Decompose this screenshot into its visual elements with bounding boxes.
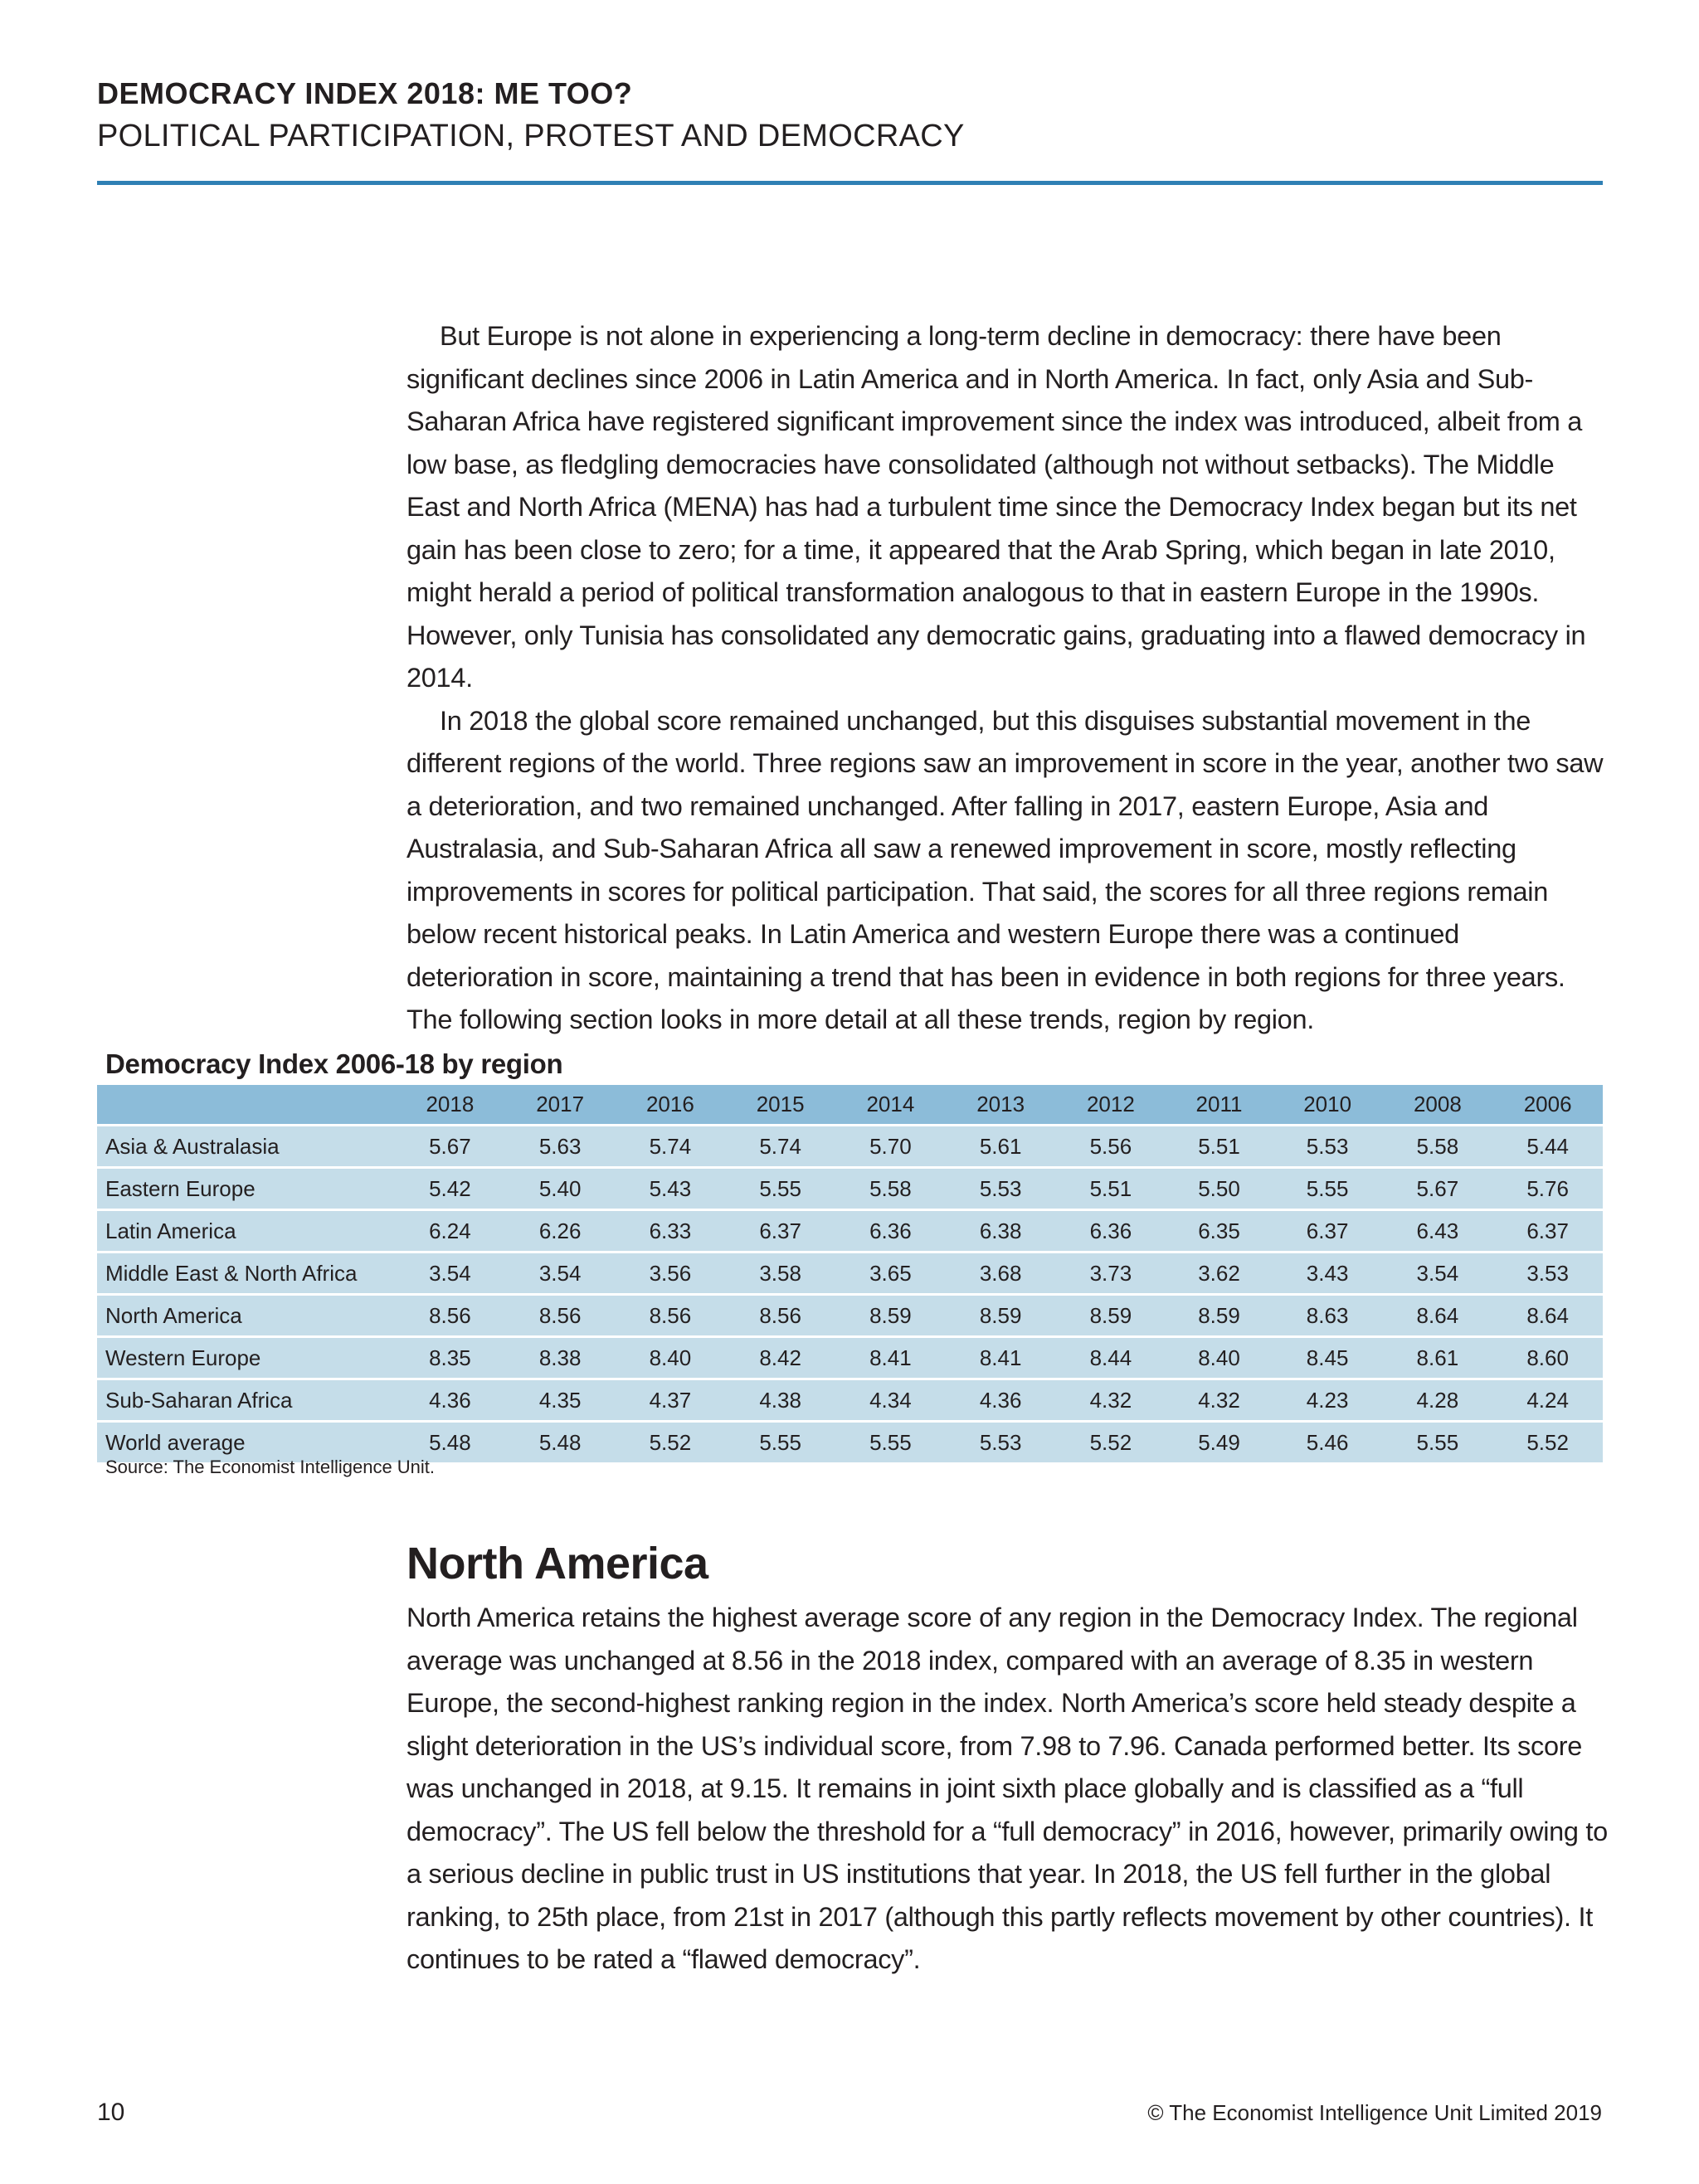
score-cell: 6.33 [616,1210,726,1253]
score-cell: 3.62 [1166,1253,1272,1295]
score-cell: 4.36 [946,1379,1056,1422]
score-cell: 6.38 [946,1210,1056,1253]
region-name: Sub-Saharan Africa [97,1379,395,1422]
score-cell: 3.53 [1492,1253,1603,1295]
score-cell: 5.43 [616,1168,726,1210]
score-cell: 5.48 [395,1422,505,1464]
score-cell: 8.64 [1382,1295,1492,1337]
intro-paragraph: But Europe is not alone in experiencing a long-term decline in democracy: there have been significant declines since 2006 in Latin America and in North America. In fact, only Asia and Sub-Saharan Africa have registered significant improvement since the index was introduced, albeit from a low base, as fledgling democracies have consolidated (although not without setbacks). The Middle East and North Africa (MENA) has had a turbulent time since the Democracy Index began but its net gain has been close to zero; for a time, it appeared that the Arab Spring, which began in late 2010, might herald a period of political transformation analogous to that in eastern Europe in the 1990s. However, only Tunisia has consolidated any democratic gains, graduating into a flawed democracy in 2014. [406,321,1586,693]
score-cell: 8.59 [1056,1295,1166,1337]
page-number: 10 [97,2099,125,2126]
score-cell: 8.60 [1492,1337,1603,1379]
score-cell: 8.56 [505,1295,616,1337]
score-cell: 8.59 [835,1295,946,1337]
table-source: Source: The Economist Intelligence Unit. [105,1457,436,1477]
score-cell: 3.68 [946,1253,1056,1295]
year-header: 2015 [725,1085,835,1126]
score-cell: 5.50 [1166,1168,1272,1210]
score-cell: 8.59 [946,1295,1056,1337]
score-cell: 4.37 [616,1379,726,1422]
score-cell: 5.52 [1056,1422,1166,1464]
region-name: Latin America [97,1210,395,1253]
section-text [406,1597,1609,1982]
score-cell: 8.45 [1273,1337,1383,1379]
score-cell: 5.52 [616,1422,726,1464]
score-cell: 3.56 [616,1253,726,1295]
score-cell: 5.40 [505,1168,616,1210]
score-cell: 6.37 [1273,1210,1383,1253]
score-cell: 5.55 [725,1168,835,1210]
score-cell: 8.56 [395,1295,505,1337]
score-cell: 3.73 [1056,1253,1166,1295]
region-name: Middle East & North Africa [97,1253,395,1295]
score-cell: 5.55 [725,1422,835,1464]
score-cell: 8.35 [395,1337,505,1379]
score-cell: 8.56 [616,1295,726,1337]
table-title: Democracy Index 2006-18 by region [105,1048,563,1079]
intro-paragraph: In 2018 the global score remained unchanged, but this disguises substantial movement in the different regions of the world. Three regions saw an improvement in score in the year, another two saw a deterioration, and two remained unchanged. After falling in 2017, eastern Europe, Asia and Australasia, and Sub-Saharan Africa all saw a renewed improvement in score, mostly reflecting improvements in scores for political participation. That said, the scores for all three regions remain below recent historical peaks. In Latin America and western Europe there was a continued deterioration in score, maintaining a trend that has been in evidence in both regions for three years. The following section looks in more detail at all these trends, region by region. [406,705,1604,1034]
score-cell: 8.61 [1382,1337,1492,1379]
score-cell: 5.56 [1056,1126,1166,1168]
score-cell: 8.44 [1056,1337,1166,1379]
score-cell: 5.67 [395,1126,505,1168]
score-cell: 6.36 [1056,1210,1166,1253]
score-cell: 8.59 [1166,1295,1272,1337]
year-header: 2016 [616,1085,726,1126]
score-cell: 4.34 [835,1379,946,1422]
table-header-row [97,1085,1603,1126]
score-cell: 5.53 [1273,1126,1383,1168]
score-cell: 5.51 [1166,1126,1272,1168]
score-cell: 6.24 [395,1210,505,1253]
score-cell: 5.44 [1492,1126,1603,1168]
year-header: 2018 [395,1085,505,1126]
score-cell: 5.67 [1382,1168,1492,1210]
header-divider [97,181,1603,185]
year-header: 2010 [1273,1085,1383,1126]
report-subtitle: POLITICAL PARTICIPATION, PROTEST AND DEMOCRACY [97,119,965,153]
score-cell: 3.54 [395,1253,505,1295]
score-cell: 8.64 [1492,1295,1603,1337]
year-header: 2012 [1056,1085,1166,1126]
region-name: Asia & Australasia [97,1126,395,1168]
score-cell: 8.56 [725,1295,835,1337]
score-cell: 8.41 [835,1337,946,1379]
score-cell: 8.40 [1166,1337,1272,1379]
score-cell: 6.35 [1166,1210,1272,1253]
year-header: 2014 [835,1085,946,1126]
region-name: World average [97,1422,395,1464]
region-header-cell [97,1085,395,1126]
region-name: North America [97,1295,395,1337]
score-cell: 4.32 [1166,1379,1272,1422]
score-cell: 5.74 [725,1126,835,1168]
score-cell: 5.53 [946,1422,1056,1464]
score-cell: 6.43 [1382,1210,1492,1253]
score-cell: 5.58 [1382,1126,1492,1168]
score-cell: 5.76 [1492,1168,1603,1210]
score-cell: 8.41 [946,1337,1056,1379]
score-cell: 4.32 [1056,1379,1166,1422]
score-cell: 8.42 [725,1337,835,1379]
report-title: DEMOCRACY INDEX 2018: ME TOO? [97,76,633,110]
score-cell: 3.58 [725,1253,835,1295]
table-row [97,1337,1603,1379]
score-cell: 5.55 [1273,1168,1383,1210]
score-cell: 4.35 [505,1379,616,1422]
year-header: 2013 [946,1085,1056,1126]
democracy-index-table [97,1085,1603,1465]
score-cell: 6.37 [1492,1210,1603,1253]
score-cell: 5.51 [1056,1168,1166,1210]
section-paragraph: North America retains the highest average score of any region in the Democracy Index. The regional average was unchanged at 8.56 in the 2018 index, compared with an average of 8.35 in western Europe, the second-highest ranking region in the index. North America’s score held steady despite a slight deterioration in the US’s individual score, from 7.98 to 7.96. Canada performed better. Its score was unchanged in 2018, at 9.15. It remains in joint sixth place globally and is classified as a “full democracy”. The US fell below the threshold for a “full democracy” in 2016, however, primarily owing to a serious decline in public trust in US institutions that year. In 2018, the US fell further in the global ranking, to 25th place, from 21st in 2017 (although this partly reflects movement by other countries). It continues to be rated a “flawed democracy”. [406,1603,1608,1974]
table-row [97,1210,1603,1253]
score-cell: 5.42 [395,1168,505,1210]
score-cell: 4.28 [1382,1379,1492,1422]
section-heading: North America [406,1539,708,1588]
score-cell: 3.43 [1273,1253,1383,1295]
score-cell: 5.70 [835,1126,946,1168]
score-cell: 5.55 [835,1422,946,1464]
score-cell: 5.74 [616,1126,726,1168]
score-cell: 5.53 [946,1168,1056,1210]
score-cell: 6.36 [835,1210,946,1253]
score-cell: 5.61 [946,1126,1056,1168]
region-name: Eastern Europe [97,1168,395,1210]
score-cell: 4.24 [1492,1379,1603,1422]
table-row [97,1295,1603,1337]
year-header: 2011 [1166,1085,1272,1126]
score-cell: 4.23 [1273,1379,1383,1422]
score-cell: 8.40 [616,1337,726,1379]
score-cell: 5.63 [505,1126,616,1168]
score-cell: 3.54 [505,1253,616,1295]
score-cell: 4.38 [725,1379,835,1422]
table-row [97,1168,1603,1210]
year-header: 2008 [1382,1085,1492,1126]
score-cell: 4.36 [395,1379,505,1422]
copyright-notice: © The Economist Intelligence Unit Limited 2019 [1147,2100,1602,2125]
page-header [97,73,1603,158]
score-cell: 6.37 [725,1210,835,1253]
region-name: Western Europe [97,1337,395,1379]
score-cell: 5.46 [1273,1422,1383,1464]
score-cell: 5.49 [1166,1422,1272,1464]
score-cell: 3.54 [1382,1253,1492,1295]
score-cell: 6.26 [505,1210,616,1253]
year-header: 2006 [1492,1085,1603,1126]
intro-text [406,315,1609,1042]
score-cell: 5.55 [1382,1422,1492,1464]
score-cell: 3.65 [835,1253,946,1295]
score-cell: 5.58 [835,1168,946,1210]
table-row [97,1126,1603,1168]
score-cell: 8.38 [505,1337,616,1379]
year-header: 2017 [505,1085,616,1126]
table-row [97,1379,1603,1422]
score-cell: 5.52 [1492,1422,1603,1464]
score-cell: 5.48 [505,1422,616,1464]
table-row [97,1253,1603,1295]
score-cell: 8.63 [1273,1295,1383,1337]
